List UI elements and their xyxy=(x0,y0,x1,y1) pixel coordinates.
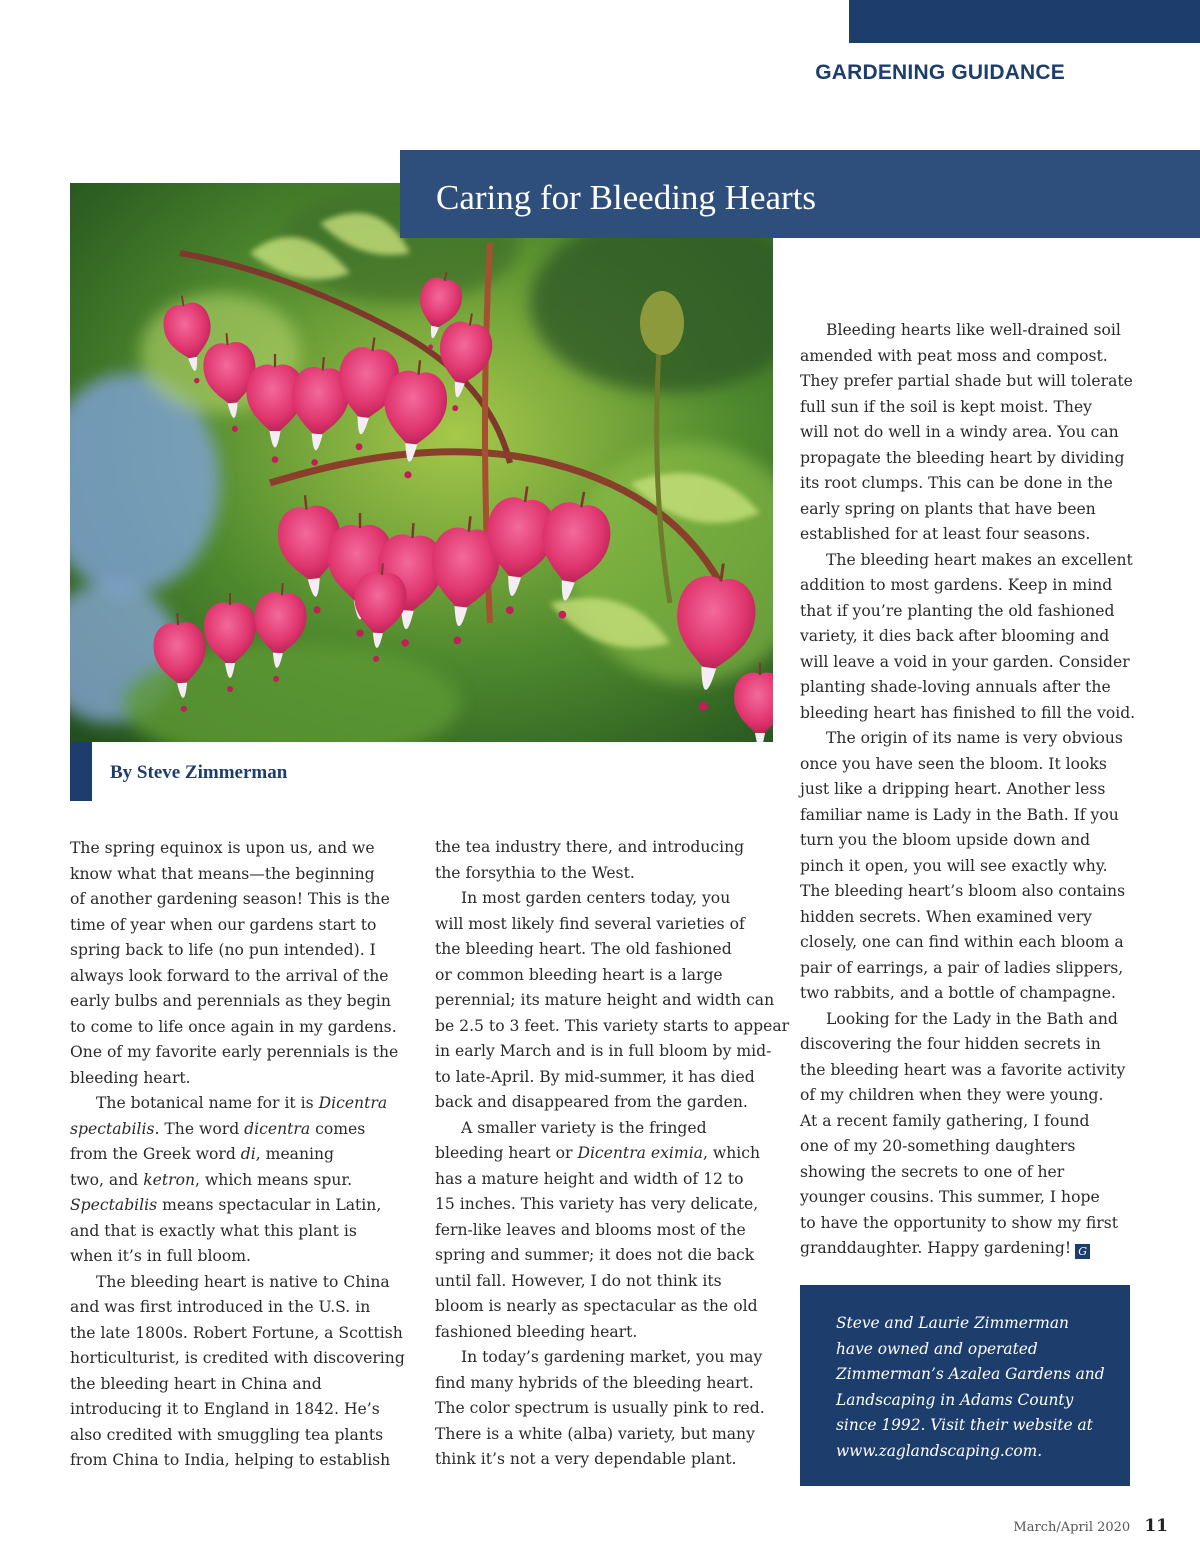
issue-date: March/April 2020 xyxy=(1013,1520,1131,1535)
column-1 xyxy=(70,836,410,1474)
paragraph xyxy=(800,548,1140,727)
text-line: Spectabilis means spectacular in Latin, xyxy=(70,1196,382,1214)
byline-accent-bar xyxy=(70,742,92,801)
text-line: know what that means—the beginning xyxy=(70,864,375,883)
text-line: and was first introduced in the U.S. in xyxy=(70,1298,371,1316)
author-bio-box xyxy=(800,1285,1130,1486)
text-line: There is a white (alba) variety, but many xyxy=(435,1424,755,1443)
paragraph xyxy=(800,318,1140,548)
paragraph xyxy=(70,1270,410,1474)
text-line: familiar name is Lady in the Bath. If you xyxy=(800,805,1119,824)
text-line: amended with peat moss and compost. xyxy=(800,346,1108,365)
text-line: find many hybrids of the bleeding heart. xyxy=(435,1373,754,1392)
text-line: The bleeding heart’s bloom also contains xyxy=(800,882,1126,900)
text-line: pair of earrings, a pair of ladies slippers, xyxy=(800,958,1124,977)
bio-line: Steve and Laurie Zimmerman xyxy=(836,1314,1069,1332)
text-line: horticulturist, is credited with discovering xyxy=(70,1349,405,1367)
text-line: two rabbits, and a bottle of champagne. xyxy=(800,984,1116,1002)
text-line: fern-like leaves and blooms most of the xyxy=(435,1220,746,1239)
title-band xyxy=(400,150,1200,238)
text-line: its root clumps. This can be done in the xyxy=(800,474,1113,492)
text-line: closely, one can find within each bloom a xyxy=(800,933,1124,951)
text-line: The origin of its name is very obvious xyxy=(826,729,1123,747)
text-line: Bleeding hearts like well-drained soil xyxy=(826,321,1121,339)
text-line: will most likely find several varieties of xyxy=(435,914,745,933)
text-line: full sun if the soil is kept moist. They xyxy=(800,397,1092,416)
text-line: addition to most gardens. Keep in mind xyxy=(800,576,1113,594)
text-line: perennial; its mature height and width can xyxy=(435,991,775,1009)
article-title: Caring for Bleeding Hearts xyxy=(436,178,817,217)
text-line: early spring on plants that have been xyxy=(800,499,1096,518)
text-line: will leave a void in your garden. Consider xyxy=(800,652,1130,671)
text-line: spring and summer; it does not die back xyxy=(435,1246,755,1264)
paragraph xyxy=(800,1007,1140,1262)
section-label: GARDENING GUIDANCE xyxy=(815,61,1065,84)
text-line: Looking for the Lady in the Bath and xyxy=(826,1009,1118,1028)
text-line: will not do well in a windy area. You can xyxy=(800,423,1119,441)
text-line: One of my favorite early perennials is the xyxy=(70,1043,399,1061)
text-line: just like a dripping heart. Another less xyxy=(800,780,1106,798)
paragraph xyxy=(435,1116,775,1346)
text-line: until fall. However, I do not think its xyxy=(435,1271,722,1290)
text-line: planting shade-loving annuals after the xyxy=(800,678,1111,696)
text-line: that if you’re planting the old fashioned xyxy=(800,601,1115,620)
paragraph xyxy=(435,886,790,1116)
text-line: 15 inches. This variety has very delicate, xyxy=(435,1195,759,1213)
text-line: A smaller variety is the fringed xyxy=(461,1118,707,1137)
page-footer xyxy=(1013,1516,1168,1536)
text-line: The spring equinox is upon us, and we xyxy=(70,839,375,857)
text-line: has a mature height and width of 12 to xyxy=(435,1169,744,1188)
text-line: spectabilis. The word dicentra comes xyxy=(70,1119,366,1138)
text-line: The botanical name for it is Dicentra xyxy=(96,1094,388,1112)
text-line: They prefer partial shade but will tolerate xyxy=(800,372,1133,390)
text-line: The color spectrum is usually pink to red. xyxy=(435,1399,765,1417)
text-line: The bleeding heart is native to China xyxy=(96,1272,390,1291)
text-line: The bleeding heart makes an excellent xyxy=(826,550,1133,569)
paragraph xyxy=(435,1345,775,1473)
text-line: bleeding heart has finished to fill the void. xyxy=(800,703,1136,722)
text-line: from China to India, helping to establish xyxy=(70,1451,391,1469)
page-number: 11 xyxy=(1144,1516,1168,1536)
text-line: pinch it open, you will see exactly why. xyxy=(800,856,1108,875)
text-line: the bleeding heart. The old fashioned xyxy=(435,940,732,958)
paragraph xyxy=(70,1091,410,1270)
bio-line: www.zaglandscaping.com. xyxy=(836,1441,1043,1460)
text-line: back and disappeared from the garden. xyxy=(435,1093,748,1111)
text-line: or common bleeding heart is a large xyxy=(435,965,723,984)
text-line: bloom is nearly as spectacular as the old xyxy=(435,1297,758,1315)
text-line: discovering the four hidden secrets in xyxy=(800,1035,1101,1053)
text-line: in early March and is in full bloom by mid- xyxy=(435,1042,772,1060)
text-line: the forsythia to the West. xyxy=(435,863,635,882)
text-line: and that is exactly what this plant is xyxy=(70,1221,357,1240)
text-line: one of my 20-something daughters xyxy=(800,1137,1076,1155)
text-line: once you have seen the bloom. It looks xyxy=(800,754,1107,773)
text-line: the late 1800s. Robert Fortune, a Scottish xyxy=(70,1323,403,1342)
text-line: to have the opportunity to show my first xyxy=(800,1213,1119,1232)
end-mark-icon: G xyxy=(1075,1244,1090,1259)
text-line: In most garden centers today, you xyxy=(461,889,731,907)
bio-line: Landscaping in Adams County xyxy=(836,1390,1074,1409)
text-line: also credited with smuggling tea plants xyxy=(70,1425,384,1444)
byline: By Steve Zimmerman xyxy=(110,762,288,783)
header-accent-bar xyxy=(849,0,1200,43)
column-2 xyxy=(435,835,790,1473)
text-line: established for at least four seasons. xyxy=(800,525,1091,543)
paragraph xyxy=(435,835,775,886)
text-line: younger cousins. This summer, I hope xyxy=(800,1188,1100,1206)
text-line: be 2.5 to 3 feet. This variety starts to appear xyxy=(435,1016,790,1035)
text-line: spring back to life (no pun intended). I xyxy=(70,941,376,959)
text-line: from the Greek word di, meaning xyxy=(70,1145,335,1163)
text-line: turn you the bloom upside down and xyxy=(800,831,1091,849)
text-line: In today’s gardening market, you may xyxy=(461,1348,763,1366)
text-line: time of year when our gardens start to xyxy=(70,915,377,934)
text-line: bleeding heart. xyxy=(70,1068,191,1087)
bio-line: Zimmerman’s Azalea Gardens and xyxy=(836,1365,1105,1383)
text-line: think it’s not a very dependable plant. xyxy=(435,1450,737,1468)
bio-line: since 1992. Visit their website at xyxy=(836,1416,1093,1434)
text-line: bleeding heart or Dicentra eximia, which xyxy=(435,1144,761,1162)
text-line: two, and ketron, which means spur. xyxy=(70,1170,353,1189)
text-line: to late-April. By mid-summer, it has died xyxy=(435,1067,755,1086)
text-line: to come to life once again in my gardens. xyxy=(70,1017,397,1036)
paragraph xyxy=(800,726,1140,1007)
text-line: the bleeding heart in China and xyxy=(70,1374,322,1393)
text-line: granddaughter. Happy gardening! G xyxy=(800,1236,1140,1262)
text-line: variety, it dies back after blooming and xyxy=(800,627,1110,645)
text-line: fashioned bleeding heart. xyxy=(435,1322,638,1341)
author-bio xyxy=(836,1311,1121,1464)
text-line: showing the secrets to one of her xyxy=(800,1162,1065,1181)
text-line: propagate the bleeding heart by dividing xyxy=(800,448,1125,467)
text-line: At a recent family gathering, I found xyxy=(800,1111,1090,1130)
text-line: introducing it to England in 1842. He’s xyxy=(70,1400,380,1418)
article-photo xyxy=(70,183,773,742)
text-line: the tea industry there, and introducing xyxy=(435,838,745,856)
text-line: the bleeding heart was a favorite activity xyxy=(800,1060,1126,1079)
bio-line: have owned and operated xyxy=(836,1339,1038,1358)
column-3 xyxy=(800,318,1140,1262)
text-line: early bulbs and perennials as they begin xyxy=(70,992,391,1010)
text-line: when it’s in full bloom. xyxy=(70,1247,252,1265)
paragraph xyxy=(70,836,410,1091)
text-line: hidden secrets. When examined very xyxy=(800,907,1092,926)
text-line: of my children when they were young. xyxy=(800,1086,1104,1104)
text-line: always look forward to the arrival of the xyxy=(70,966,389,985)
text-line: of another gardening season! This is the xyxy=(70,890,390,908)
